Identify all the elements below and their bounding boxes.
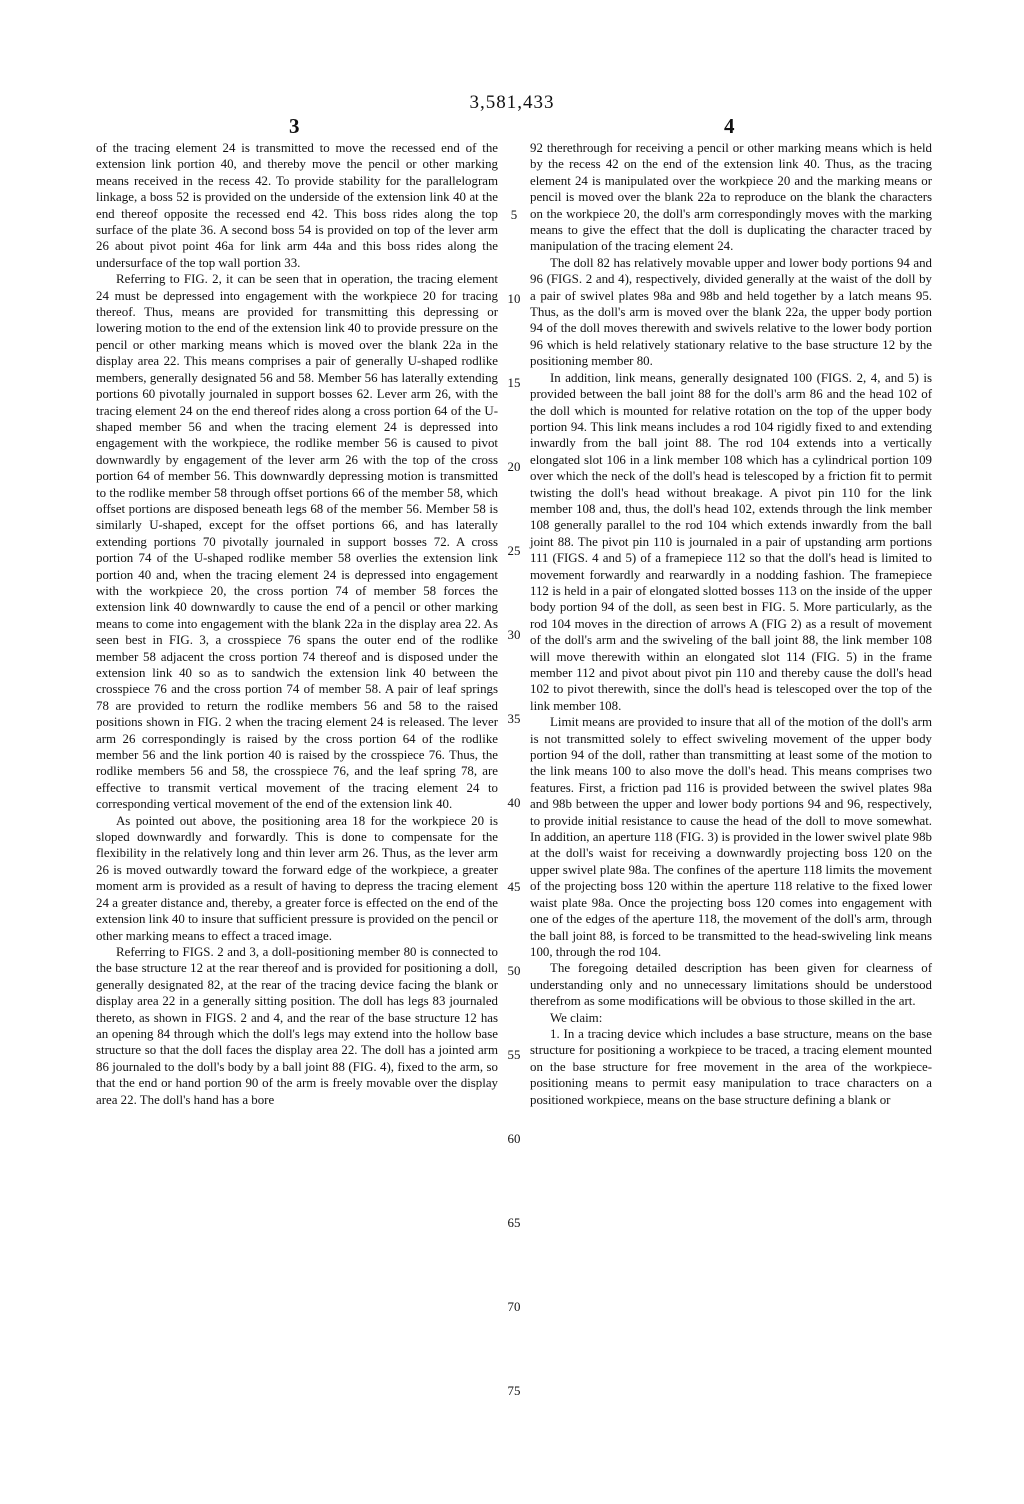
line-number: 5 <box>510 208 518 222</box>
line-number: 30 <box>507 628 521 642</box>
line-number: 40 <box>507 796 521 810</box>
paragraph: 92 therethrough for receiving a pencil or other marking means which is held by the recess 42 on the end of the extension link 40. Thus, as the tracing element 24 is manipulated over the workpiece 20 and the marking means or pencil is moved over the blank 22a to reproduce on the blank the characters on the workpiece 20, the doll's arm correspondingly moves with the marking means to give the effect that the doll is duplicating the character traced by manipulation of the tracing element 24. <box>530 141 932 254</box>
line-number: 10 <box>507 292 521 306</box>
paragraph: Referring to FIGS. 2 and 3, a doll-positioning member 80 is connected to the base structure 12 at the rear thereof and is provided for positioning a doll, generally designated 82, at the rear of the tracing device facing the blank or display area 22 in a generally sitting position. The doll has legs 83 journaled thereto, as shown in FIGS. 2 and 4, and the rear of the base structure 12 has an opening 84 through which the doll's legs may extend into the hollow base structure so that the doll faces the display area 22. The doll has a jointed arm 86 journaled to the doll's body by a ball joint 88 (FIG. 4), fixed to the arm, so that the end or hand portion 90 of the arm is freely movable over the display area 22. The doll's hand has a bore <box>96 944 498 1107</box>
paragraph: The foregoing detailed description has been given for clearness of understanding only and no unnecessary limitations should be understood therefrom as some modifications will be obvious to those skilled in the art. <box>530 961 932 1009</box>
left-column-number: 3 <box>289 114 300 138</box>
line-number: 20 <box>507 460 521 474</box>
line-number: 55 <box>507 1048 521 1062</box>
paragraph: Limit means are provided to insure that all of the motion of the doll's arm is not transmitted solely to effect swiveling movement of the upper body portion 94 of the doll, rather than transmitting at least some of the motion to the link means 100 to also move the doll's head. This means comprises two features. First, a friction pad 116 is provided between the swivel plates 98a and 98b between the upper and lower body portions 94 and 96, respectively, to provide initial resistance to cause the head of the doll to move somewhat. In addition, an aperture 118 (FIG. 3) is provided in the lower swivel plate 98b at the doll's waist for receiving a downwardly projecting boss 120 on the upper swivel plate 98a. The confines of the aperture 118 limits the movement of the projecting boss 120 within the aperture 118 relative to the fixed lower waist plate 98a. Once the projecting boss 120 comes into engagement with one of the edges of the aperture 118, the movement of the doll's arm, through the ball joint 88, is forced to be transmitted to the head-swiveling link means 100, through the rod 104. <box>530 715 932 959</box>
paragraph: As pointed out above, the positioning area 18 for the workpiece 20 is sloped downwardly and forwardly. This is done to compensate for the flexibility in the relatively long and thin lever arm 26. Thus, as the lever arm 26 is moved outwardly toward the forward edge of the workpiece, a greater moment arm is provided as a result of having to depress the tracing element 24 a greater distance and, thereby, a greater force is effected on the end of the extension link 40 to insure that sufficient pressure is provided on the pencil or other marking means to effect a traced image. <box>96 813 498 943</box>
paragraph: 1. In a tracing device which includes a base structure, means on the base structure for positioning a workpiece to be traced, a tracing element mounted on the base structure for free movement in the area of the workpiece-positioning means to permit easy manipulation to trace characters on a positioned workpiece, means on the base structure defining a blank or <box>530 1026 932 1107</box>
right-column-number: 4 <box>724 114 735 138</box>
paragraph: We claim: <box>550 1010 603 1025</box>
line-number: 50 <box>507 964 521 978</box>
line-number: 45 <box>507 880 521 894</box>
line-number: 35 <box>507 712 521 726</box>
paragraph: The doll 82 has relatively movable upper and lower body portions 94 and 96 (FIGS. 2 and 4), respectively, divided generally at the waist of the doll by a pair of swivel plates 98a and 98b and held together by a latch means 95. Thus, as the doll's arm is moved over the blank 22a, the upper body portion 94 of the doll moves therewith and swivels relative to the lower body portion 96 which is held relatively stationary relative to the base structure 12 by the positioning member 80. <box>530 255 932 369</box>
patent-number: 3,581,433 <box>469 92 555 113</box>
line-number: 65 <box>507 1216 521 1230</box>
left-text-column <box>96 140 498 1108</box>
right-text-column <box>530 140 932 1108</box>
paragraph: of the tracing element 24 is transmitted to move the recessed end of the extension link portion 40, and thereby move the pencil or other marking means received in the recess 42. To provide stability for the parallelogram linkage, a boss 52 is provided on the underside of the extension link 40 at the end thereof opposite the recessed end 42. This boss rides along the top surface of the plate 36. A second boss 54 is provided on top of the lever arm 26 about pivot point 46a for link arm 44a and this boss rides along the undersurface of the top wall portion 33. <box>96 141 498 270</box>
line-number: 25 <box>507 544 521 558</box>
line-number: 15 <box>507 376 521 390</box>
paragraph: In addition, link means, generally designated 100 (FIGS. 2, 4, and 5) is provided between the ball joint 88 for the doll's arm 86 and the head 102 of the doll which is mounted for relative rotation on the top of the upper body portion 94. This link means includes a rod 104 rigidly fixed to and extending inwardly from the ball joint 88. The rod 104 extends into a vertically elongated slot 106 in a link member 108 which has a cylindrical portion 109 over which the neck of the doll's head is telescoped by a friction fit to permit twisting the doll's head without breakage. A pivot pin 110 for the link member 108 and, thus, the doll's head 102, extends through the link member 108 generally parallel to the rod 104 which extends inwardly from the ball joint 88. The pivot pin 110 is journaled in a pair of upstanding arm portions 111 (FIGS. 4 and 5) of a framepiece 112 so that the doll's head is limited to movement forwardly and rearwardly in a nodding fashion. The framepiece 112 is held in a pair of elongated slotted bosses 113 on the inside of the upper body portion 94 of the doll, as seen best in FIG. 5. More particularly, as the rod 104 moves in the direction of arrows A (FIG 2) as a result of movement of the doll's arm and the swiveling of the ball joint 88, the link member 108 will move therewith within an elongated slot 114 (FIG. 5) in the frame member 112 and pivot about pivot pin 110 and thereby cause the doll's head 102 to pivot therewith, since the doll's head is telescoped over the top of the link member 108. <box>530 370 932 713</box>
line-number: 70 <box>507 1300 521 1314</box>
line-number: 60 <box>507 1132 521 1146</box>
line-number: 75 <box>507 1384 521 1398</box>
paragraph: Referring to FIG. 2, it can be seen that in operation, the tracing element 24 must be depressed into engagement with the workpiece 20 for tracing thereof. Thus, means are provided for transmitting this depressing or lowering motion to the end of the extension link 40 to provide pressure on the pencil or other marking means which is moved over the blank 22a in the display area 22. This means comprises a pair of generally U-shaped rodlike members, generally designated 56 and 58. Member 56 has laterally extending portions 60 pivotally journaled in support bosses 62. Lever arm 26, with the tracing element 24 on the end thereof rides along a cross portion 64 of the U-shaped member 56 and when the tracing element 24 is depressed into engagement with the workpiece, the rodlike member 56 is caused to pivot downwardly by engagement of the lever arm 26 with the top of the cross portion 64 of member 56. This downwardly depressing motion is transmitted to the rodlike member 58 through offset portions 66 of the member 58, which offset portions are disposed beneath legs 68 of the member 56. Member 58 is similarly U-shaped, except for the offset portions 66, and has laterally extending portions 70 pivotally journaled in support bosses 72. A cross portion 74 of the U-shaped rodlike member 58 overlies the extension link portion 40 and, when the tracing element 24 is depressed into engagement with the workpiece 20, the cross portion 74 of member 58 forces the extension link 40 downwardly to cause the end of a pencil or other marking means to come into engagement with the blank 22a in the display area 22. As seen best in FIG. 3, a crosspiece 76 spans the outer end of the rodlike member 58 adjacent the cross portion 74 thereof and is disposed under the extension link 40 so as to sandwich the extension link 40 between the crosspiece 76 and the cross portion 74 of member 58. A pair of leaf springs 78 are provided to return the rodlike members 56 and 58 to the raised positions shown in FIG. 2 when the tracing element 24 is released. The lever arm 26 correspondingly is raised by the cross portion 64 of the rodlike member 56 and the link portion 40 is raised by the crosspiece 76. Thus, the rodlike members 56 and 58, the crosspiece 76, and the leaf spring 78, are effective to transmit vertical movement of the tracing element 24 to corresponding vertical movement of the end of the extension link 40. <box>96 272 498 812</box>
